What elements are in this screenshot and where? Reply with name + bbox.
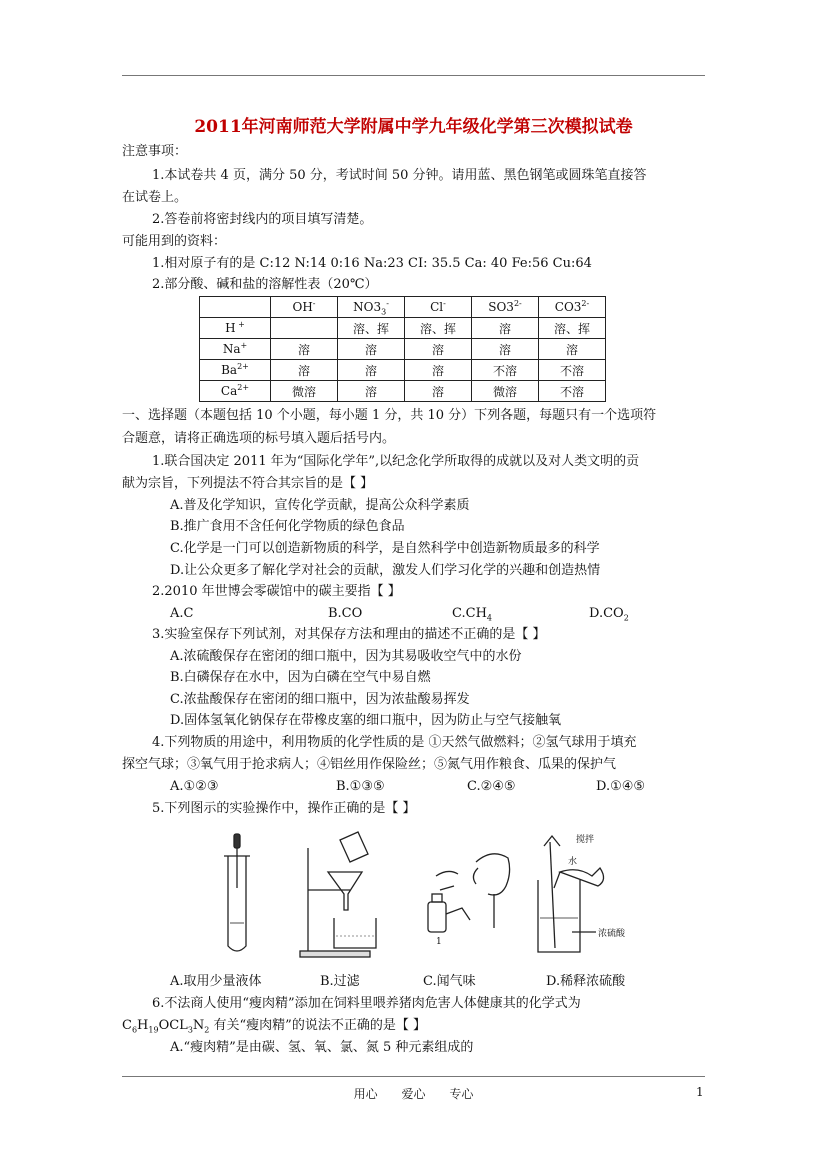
page-number: 1 [696, 1085, 704, 1099]
table-header-cell: Cl- [405, 297, 472, 318]
question-4-option-a: A.①②③ [170, 779, 219, 794]
table-cell: 溶 [338, 381, 405, 402]
dropper-test-tube-figure [224, 834, 250, 951]
question-3-option-a: A.浓硫酸保存在密闭的细口瓶中，因为其易吸收空气中的水份 [170, 649, 522, 664]
table-header-row [200, 297, 606, 318]
question-1-stem-cont: 献为宗旨，下列提法不符合其宗旨的是【 】 [122, 476, 374, 491]
question-6-stem-cont: $C_6H_{19}OCL_3N_2$ 有关“瘦肉精”的说法不正确的是【 】 [122, 1018, 426, 1035]
table-cell: 溶、挥 [539, 318, 606, 339]
question-1-option-d: D.让公众更多了解化学对社会的贡献，激发人们学习化学的兴趣和创造热情 [170, 563, 601, 578]
table-header-cell: OH- [271, 297, 338, 318]
question-4-stem: 4.下列物质的用途中，利用物质的化学性质的是 ①天然气做燃料；②氢气球用于填充 [152, 735, 637, 750]
footer-word-2: 爱心 [401, 1087, 426, 1101]
table-row-ion: Na+ [200, 339, 271, 360]
table-cell: 溶 [405, 339, 472, 360]
question-6-option-a: A.“瘦肉精”是由碳、氢、氧、氯、氮 5 种元素组成的 [170, 1040, 474, 1055]
question-1-option-c: C.化学是一门可以创造新物质的科学，是自然科学中创造新物质最多的科学 [170, 541, 600, 556]
question-2-stem: 2.2010 年世博会零碳馆中的碳主要指【 】 [152, 584, 401, 599]
question-3-option-c: C.浓盐酸保存在密闭的细口瓶中，因为浓盐酸易挥发 [170, 692, 470, 707]
question-6-stem: 6.不法商人使用“瘦肉精”添加在饲料里喂养猪肉危害人体健康其的化学式为 [152, 996, 581, 1011]
smelling-figure [428, 854, 510, 932]
figure-label-water: 水 [568, 857, 578, 867]
question-4-stem-cont: 探空气球；③氧气用于抢求病人；④铝丝用作保险丝；⑤氮气用作粮食、瓜果的保护气 [122, 757, 617, 772]
table-header-cell: $SO3^{2-}$ [472, 297, 539, 318]
footer-word-1: 用心 [353, 1087, 378, 1101]
table-cell: 微溶 [271, 381, 338, 402]
table-cell: 溶 [271, 360, 338, 381]
question-2-option-d: $D.CO_2$ [589, 606, 629, 623]
header-rule [122, 75, 705, 76]
question-5-option-b: B.过滤 [320, 974, 360, 989]
question-5-option-a: A.取用少量液体 [170, 974, 262, 989]
question-2-option-c: $C.CH_4$ [452, 606, 492, 623]
table-cell: 不溶 [472, 360, 539, 381]
notes-item-1: 1.本试卷共 4 页，满分 50 分，考试时间 50 分钟。请用蓝、黑色钢笔或圆珠笔直接答 [152, 168, 647, 183]
table-cell: 溶 [539, 339, 606, 360]
filtration-figure [300, 832, 376, 957]
question-5-stem: 5.下列图示的实验操作中，操作正确的是【 】 [152, 801, 416, 816]
table-row [200, 360, 606, 381]
figure-label-acid: 浓硫酸 [598, 929, 626, 939]
table-cell: 不溶 [539, 381, 606, 402]
question-3-option-b: B.白磷保存在水中，因为白磷在空气中易自燃 [170, 670, 431, 685]
question-5-option-c: C.闻气味 [423, 974, 476, 989]
materials-item-1: 1.相对原子有的是 C:12 N:14 0:16 Na:23 CI: 35.5 Ca: 40 Fe:56 Cu:64 [152, 256, 592, 271]
notes-item-1-cont: 在试卷上。 [122, 190, 188, 205]
table-row-ion: H + [200, 318, 271, 339]
table-cell: 溶、挥 [405, 318, 472, 339]
question-2-option-a: A.C [170, 606, 194, 621]
table-cell: 溶 [472, 318, 539, 339]
question-1-option-a: A.普及化学知识，宣传化学贡献，提高公众科学素质 [170, 498, 470, 513]
table-cell: 溶 [472, 339, 539, 360]
table-cell: 不溶 [539, 360, 606, 381]
table-cell: 溶 [405, 360, 472, 381]
table-header-cell: $CO3^{2-}$ [539, 297, 606, 318]
question-1-option-b: B.推广食用不含任何化学物质的绿色食品 [170, 519, 405, 534]
dilution-figure [538, 836, 604, 952]
table-row-ion: $Ca^{2+}$ [200, 381, 271, 402]
table-row [200, 318, 606, 339]
page-title: 2011年河南师范大学附属中学九年级化学第三次模拟试卷 [194, 117, 633, 137]
solubility-table [199, 296, 606, 402]
question-3-stem: 3.实验室保存下列试剂，对其保存方法和理由的描述不正确的是【 】 [152, 627, 546, 642]
table-cell: 微溶 [472, 381, 539, 402]
question-4-option-c: C.②④⑤ [467, 779, 516, 794]
question-3-option-d: D.固体氢氧化钠保存在带橡皮塞的细口瓶中，因为防止与空气接触氧 [170, 713, 562, 728]
question-4-option-b: B.①③⑤ [336, 779, 385, 794]
table-corner [200, 297, 271, 318]
footer-rule [122, 1076, 705, 1077]
table-cell: 溶 [338, 360, 405, 381]
question-5-option-d: D.稀释浓硫酸 [546, 974, 626, 989]
notes-heading: 注意事项： [122, 144, 188, 159]
materials-item-2: 2.部分酸、碱和盐的溶解性表（20℃） [152, 277, 378, 292]
table-row [200, 381, 606, 402]
question-4-option-d: D.①④⑤ [596, 779, 646, 794]
section-1-intro-cont: 合题意，请将正确选项的标号填入题后括号内。 [122, 431, 396, 446]
question-2-option-b: B.CO [328, 606, 363, 621]
question-1-stem: 1.联合国决定 2011 年为“国际化学年”,以纪念化学所取得的成就以及对人类文明的贡 [152, 454, 640, 469]
table-cell: 溶 [405, 381, 472, 402]
table-row-ion: $Ba^{2+}$ [200, 360, 271, 381]
section-1-intro: 一、选择题（本题包括 10 个小题，每小题 1 分，共 10 分）下列各题，每题只有一个选项符 [122, 408, 657, 423]
table-cell: 溶 [338, 339, 405, 360]
question-5-figures [200, 828, 640, 963]
materials-heading: 可能用到的资料： [122, 234, 227, 249]
table-cell: 溶 [271, 339, 338, 360]
footer-word-3: 专心 [449, 1087, 474, 1101]
table-row [200, 339, 606, 360]
notes-item-2: 2.答卷前将密封线内的项目填写清楚。 [152, 212, 373, 227]
table-cell [271, 318, 338, 339]
figure-number: 1 [436, 937, 442, 947]
table-cell: 溶、挥 [338, 318, 405, 339]
lean-meat-powder-formula: $C_6H_{19}OCL_3N_2$ [122, 1018, 210, 1035]
figure-label-stir: 搅拌 [576, 835, 595, 845]
table-header-cell: $NO3_3^-$ [338, 297, 405, 318]
